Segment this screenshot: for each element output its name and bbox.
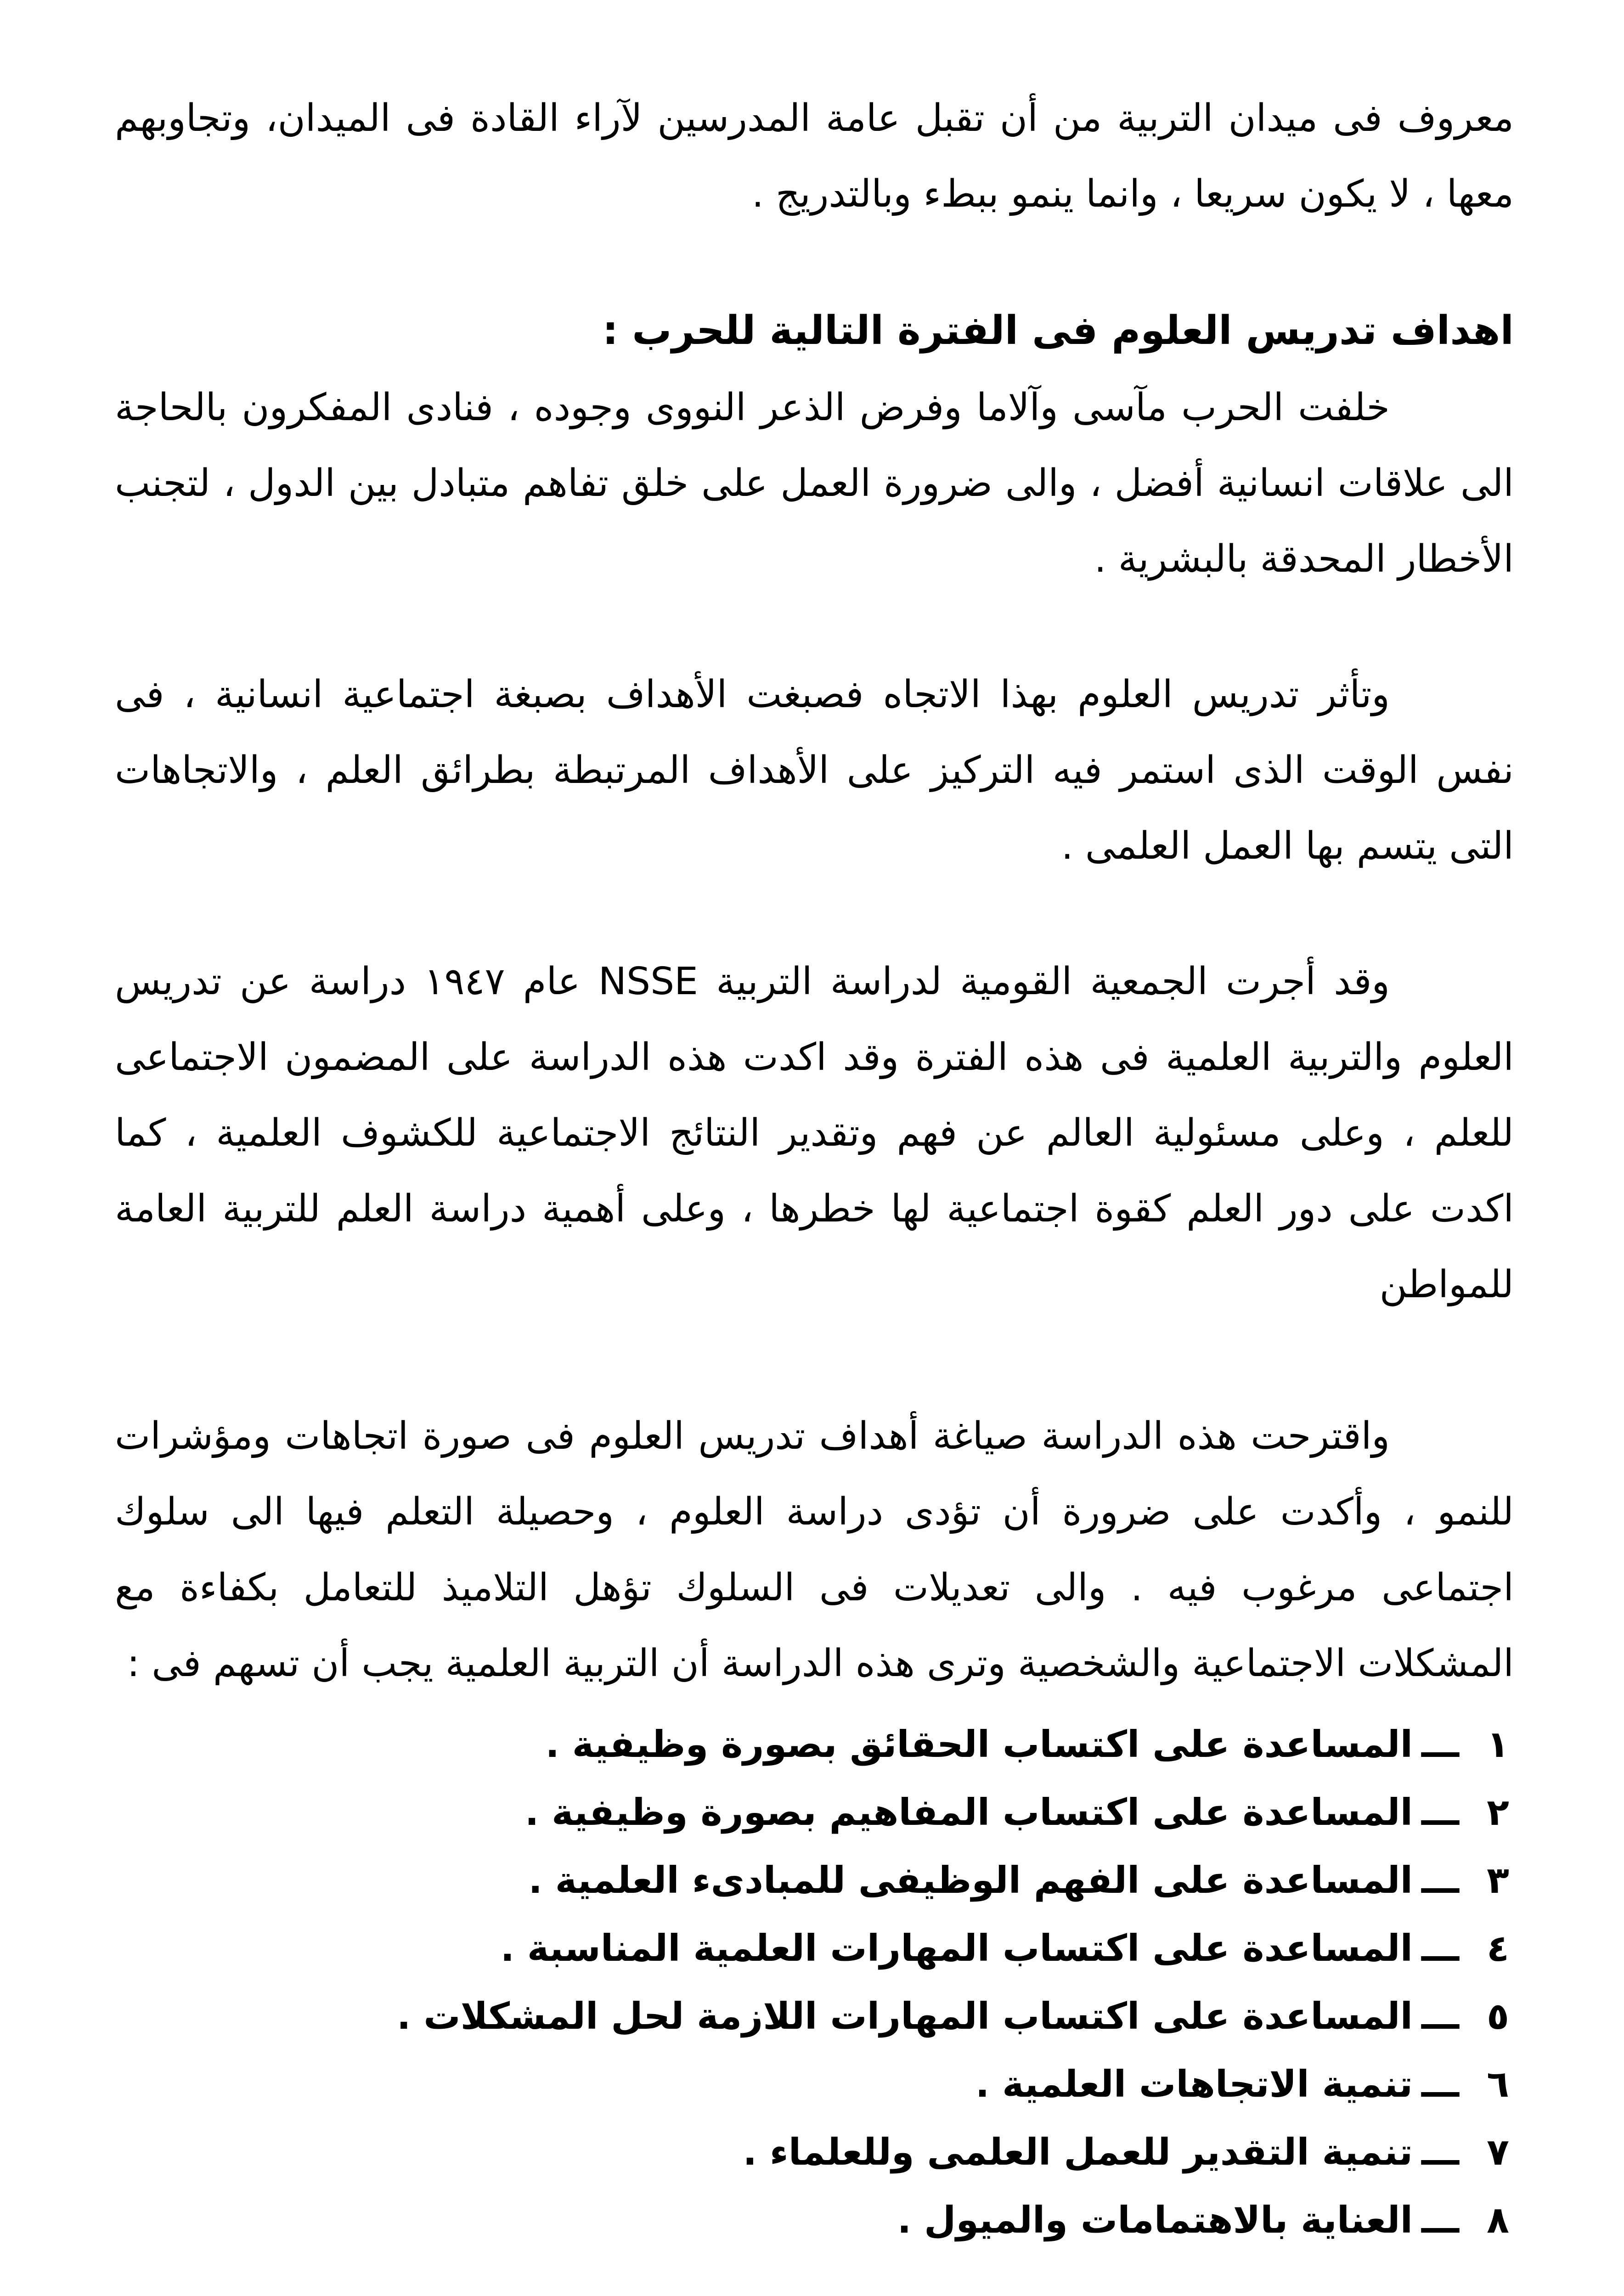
list-item-text: المساعدة على اكتساب المهارات اللازمة لحل المشكلات . (396, 1995, 1413, 2037)
list-item-dash: ـــ (1421, 1927, 1460, 1970)
list-item-number: ٦ (1487, 2063, 1509, 2105)
spacer (115, 232, 1514, 292)
list-item (115, 1846, 1514, 1914)
list-item-number: ٧ (1487, 2131, 1509, 2173)
intro-paragraph: معروف فى ميدان التربية من أن تقبل عامة المدرسين لآراء القادة فى الميدان، وتجاوبهم معها ، لا يكون سريعا ، وانما ينمو ببطء وبالتدريج . (115, 96, 1514, 216)
list-item-number: ٨ (1487, 2199, 1509, 2241)
list-item-text: تنمية التقدير للعمل العلمى وللعلماء . (743, 2131, 1413, 2173)
list-item-dash: ـــ (1421, 1723, 1460, 1766)
section-heading: اهداف تدريس العلوم فى الفترة التالية للحرب : (602, 308, 1514, 354)
list-item-text: المساعدة على اكتساب المهارات العلمية المناسبة . (500, 1927, 1413, 1970)
paragraph-war-aftermath: خلفت الحرب مآسى وآلاما وفرض الذعر النووى وجوده ، فنادى المفكرون بالحاجة الى علاقات انسانية أفضل ، والى ضرورة العمل على خلق تفاهم متبادل بين الدول ، لتجنب الأخطار المحدقة بالبشرية . (115, 386, 1514, 581)
list-item-text: تنمية الاتجاهات العلمية . (975, 2063, 1413, 2105)
list-item (115, 1778, 1514, 1846)
spacer (115, 1322, 1514, 1398)
list-item-dash: ـــ (1421, 2063, 1460, 2105)
list-item-dash: ـــ (1421, 1791, 1460, 1834)
list-item-text: العناية بالاهتمامات والميول . (897, 2199, 1413, 2241)
list-item-text: المساعدة على الفهم الوظيفى للمبادىء العلمية . (528, 1859, 1413, 1902)
list-item (115, 2186, 1514, 2254)
list-item-number: ١ (1487, 1723, 1509, 1766)
list-item (115, 2050, 1514, 2118)
paragraph-science-teaching: وتأثر تدريس العلوم بهذا الاتجاه فصبغت الأهداف بصبغة اجتماعية انسانية ، فى نفس الوقت الذى استمر فيه التركيز على الأهداف المرتبطة بطرائق العلم ، والاتجاهات التى يتسم بها العمل العلمى . (115, 673, 1514, 868)
list-item (115, 2118, 1514, 2186)
spacer (115, 2254, 1514, 2296)
list-item-number: ٣ (1487, 1859, 1509, 1902)
list-item (115, 1711, 1514, 1778)
spacer (115, 597, 1514, 657)
goals-list (115, 1711, 1514, 2254)
list-item-dash: ـــ (1421, 2131, 1460, 2173)
list-item-number: ٥ (1487, 1995, 1509, 2037)
list-item-text: المساعدة على اكتساب المفاهيم بصورة وظيفية . (524, 1791, 1413, 1834)
list-item-dash: ـــ (1421, 1995, 1460, 2037)
spacer (115, 884, 1514, 944)
list-item-dash: ـــ (1421, 2199, 1460, 2241)
list-item-number: ٢ (1487, 1791, 1509, 1834)
list-item-text: المساعدة على اكتساب الحقائق بصورة وظيفية . (545, 1723, 1413, 1766)
list-item (115, 1914, 1514, 1982)
paragraph-study-proposal: واقترحت هذه الدراسة صياغة أهداف تدريس العلوم فى صورة اتجاهات ومؤشرات للنمو ، وأكدت على ضرورة أن تؤدى دراسة العلوم ، وحصيلة التعلم فيها الى سلوك اجتماعى مرغوب فيه . والى تعديلات فى السلوك تؤهل التلاميذ للتعامل بكفاءة مع المشكلات الاجتماعية والشخصية وترى هذه الدراسة أن التربية العلمية يجب أن تسهم فى : (115, 1414, 1514, 1685)
list-item-dash: ـــ (1421, 1859, 1460, 1902)
list-item-number: ٤ (1487, 1927, 1509, 1970)
paragraph-nsse-study: وقد أجرت الجمعية القومية لدراسة التربية NSSE عام ١٩٤٧ دراسة عن تدريس العلوم والتربية العلمية فى هذه الفترة وقد اكدت هذه الدراسة على المضمون الاجتماعى للعلم ، وعلى مسئولية العالم عن فهم وتقدير النتائج الاجتماعية للكشوف العلمية ، كما اكدت على دور العلم كقوة اجتماعية لها خطرها ، وعلى أهمية دراسة العلم للتربية العامة للمواطن (115, 960, 1514, 1306)
list-item (115, 1982, 1514, 2050)
